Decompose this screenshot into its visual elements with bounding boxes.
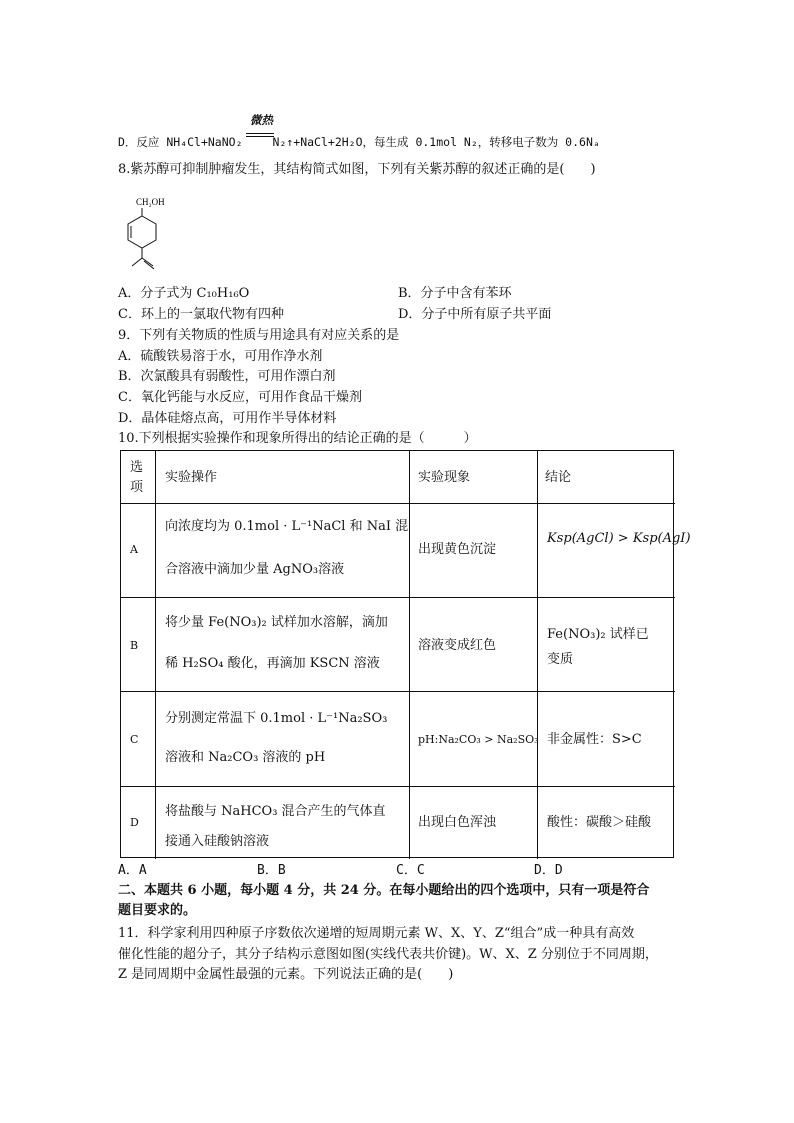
q8-option-b: B．分子中含有苯环 <box>398 286 512 301</box>
row-c-phenomenon: pH:Na₂CO₃ > Na₂SO₃ <box>418 733 539 746</box>
section-2-heading-1: 二、本题共 6 小题，每小题 4 分，共 24 分。在每小题给出的四个选项中，只有一项是符合 <box>118 883 650 898</box>
row-c-op1: 分别测定常温下 0.1mol · L⁻¹Na₂SO₃ <box>165 711 388 726</box>
q11-line-2: 催化性能的超分子，其分子结构示意图如图(实线代表共价键)。W、X、Z 分别位于不同周期， <box>118 947 658 962</box>
q8-option-a: A．分子式为 C₁₀H₁₆O <box>118 286 250 301</box>
q10-stem: 10.下列根据实验操作和现象所得出的结论正确的是（ ） <box>118 431 477 446</box>
row-a-phenomenon: 出现黄色沉淀 <box>418 542 497 557</box>
row-a-op1: 向浓度均为 0.1mol · L⁻¹NaCl 和 NaI 混 <box>165 519 409 534</box>
q11-line-1: 11．科学家利用四种原子序数依次递增的短周期元素 W、X、Y、Z“组合”成一种具有高效 <box>118 926 635 941</box>
row-c-key: C <box>130 733 139 746</box>
q7-option-d <box>118 133 600 151</box>
row-b-op1: 将少量 Fe(NO₃)₂ 试样加水溶解，滴加 <box>165 615 388 630</box>
q11-line-3: Z 是同周期中金属性最强的元素。下列说法正确的是( ) <box>118 967 454 982</box>
q7-option-d-suffix: N₂↑+NaCl+2H₂O，每生成 0.1mol N₂，转移电子数为 0.6Nₐ <box>272 135 600 149</box>
q9-option-a: A．硫酸铁易溶于水，可用作净水剂 <box>118 349 323 364</box>
header-conclusion: 结论 <box>545 470 572 485</box>
row-d-op1: 将盐酸与 NaHCO₃ 混合产生的气体直 <box>165 804 386 819</box>
q10-answer-d: D．D <box>534 863 563 878</box>
q8-stem: 8.紫苏醇可抑制肿瘤发生，其结构简式如图，下列有关紫苏醇的叙述正确的是( ) <box>118 162 596 177</box>
header-phenomenon: 实验现象 <box>418 470 471 485</box>
q8-option-d: D．分子中所有原子共平面 <box>398 307 552 322</box>
row-d-key: D <box>130 816 139 829</box>
q10-answer-b: B．B <box>257 863 286 878</box>
structure-label: CH₂OH <box>136 197 165 207</box>
section-2-heading-2: 题目要求的。 <box>118 903 197 918</box>
row-b-key: B <box>130 639 139 652</box>
q7-option-d-prefix: D．反应 NH₄Cl+NaNO₂ <box>118 135 243 149</box>
row-d-phenomenon: 出现白色浑浊 <box>418 815 497 830</box>
row-b-phenomenon: 溶液变成红色 <box>418 638 497 653</box>
header-option-2: 项 <box>130 480 144 495</box>
q9-option-b: B．次氯酸具有弱酸性，可用作漂白剂 <box>118 369 336 384</box>
row-d-conclusion: 酸性：碳酸＞硅酸 <box>547 815 652 830</box>
row-a-conclusion: Ksp(AgCl) > Ksp(AgI) <box>547 531 691 546</box>
row-c-op2: 溶液和 Na₂CO₃ 溶液的 pH <box>165 750 326 765</box>
q9-stem: 9．下列有关物质的性质与用途具有对应关系的是 <box>118 328 400 343</box>
q8-option-c: C．环上的一氯取代物有四种 <box>118 307 284 322</box>
row-a-op2: 合溶液中滴加少量 AgNO₃溶液 <box>165 562 345 577</box>
q9-option-c: C．氧化钙能与水反应，可用作食品干燥剂 <box>118 390 362 405</box>
experiment-table <box>120 450 691 858</box>
perillyl-alcohol-structure <box>120 196 190 280</box>
q9-option-d: D．晶体硅熔点高，可用作半导体材料 <box>118 411 337 426</box>
row-d-op2: 接通入硅酸钠溶液 <box>165 834 270 849</box>
q10-answer-a: A．A <box>118 863 147 878</box>
row-c-conclusion: 非金属性：S>C <box>547 732 642 747</box>
row-b-conclusion-1: Fe(NO₃)₂ 试样已 <box>547 627 649 642</box>
q10-answer-c: C．C <box>396 863 425 878</box>
row-a-key: A <box>130 543 138 556</box>
header-option-1: 选 <box>130 460 144 475</box>
header-operation: 实验操作 <box>165 470 218 485</box>
row-b-conclusion-2: 变质 <box>547 652 574 667</box>
reaction-condition: 微热 <box>250 113 273 127</box>
row-b-op2: 稀 H₂SO₄ 酸化，再滴加 KSCN 溶液 <box>165 656 380 671</box>
